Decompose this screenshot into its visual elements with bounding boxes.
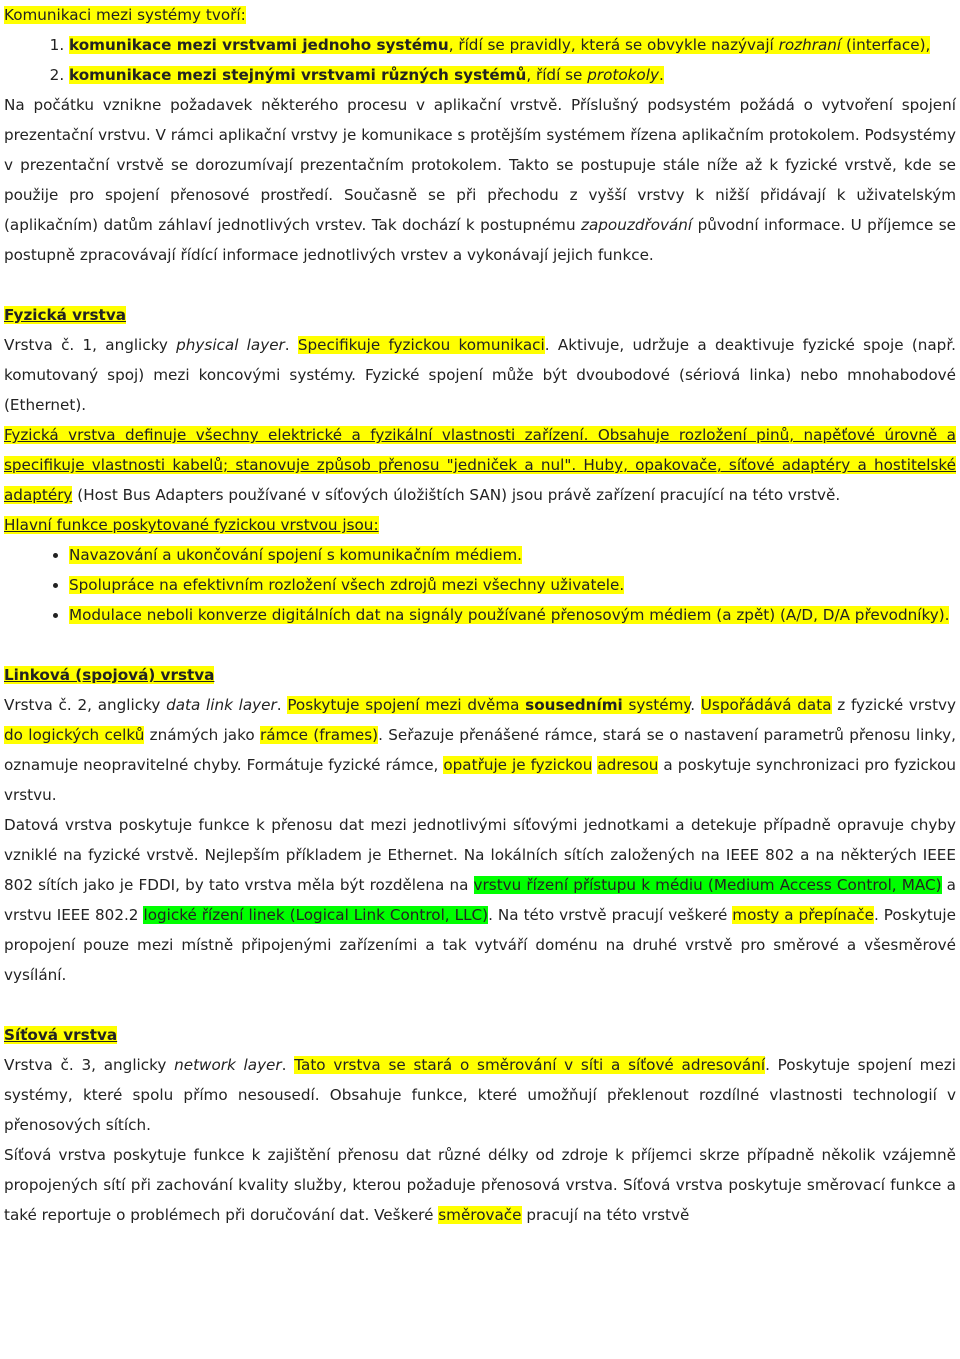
list-item: • Navazování a ukončování spojení s komunikačním médiem. [69,540,956,570]
section-title-physical: Fyzická vrstva [4,306,126,324]
network-paragraph-2: Síťová vrstva poskytuje funkce k zajištění přenosu dat různé délky od zdroje k příjemci skrze případně několik vzájemně propojených sítí při zachování kvality služby, kterou požaduje přenosová vrstva. Síťová vrstva poskytuje směrovací funkce a také reportuje o problémech při doručování dat. Veškeré směrovače pracují na této vrstvě [4,1146,956,1224]
list-item: 1. komunikace mezi vrstvami jednoho systému, řídí se pravidly, která se obvykle nazývají rozhraní (interface), [69,30,956,60]
list-item: • Spolupráce na efektivním rozložení všech zdrojů mezi všechny uživatele. [69,570,956,600]
intro-list [4,30,956,90]
link-paragraph-1: Vrstva č. 2, anglicky data link layer. Poskytuje spojení mezi dvěma sousedními systémy. Uspořádává data z fyzické vrstvy do logických celků známých jako rámce (frames). Seřazuje přenášené rámce, stará se o nastavení parametrů přenosu linky, oznamuje neopravitelné chyby. Formátuje fyzické rámce, opatřuje je fyzickou adresou a poskytuje synchronizaci pro fyzickou vrstvu. [4,696,957,804]
section-title-link: Linková (spojová) vrstva [4,666,215,684]
document-page [4,0,956,1230]
list-item: 2. komunikace mezi stejnými vrstvami různých systémů, řídí se protokoly. [69,60,956,90]
list-item: • Modulace neboli konverze digitálních dat na signály používané přenosovým médiem (a zpět) (A/D, D/A převodníky). [69,600,956,630]
physical-list-heading: Hlavní funkce poskytované fyzickou vrstvou jsou: [4,516,379,534]
physical-functions-list [4,540,956,630]
section-title-network: Síťová vrstva [4,1026,118,1044]
network-paragraph-1: Vrstva č. 3, anglicky network layer. Tato vrstva se stará o směrování v síti a síťové adresování. Poskytuje spojení mezi systémy, které spolu přímo nesousedí. Obsahuje funkce, které umožňují překlenout rozdílné vlastnosti technologií v přenosových sítích. [4,1056,956,1134]
link-paragraph-2: Datová vrstva poskytuje funkce k přenosu dat mezi jednotlivými síťovými jednotkami a detekuje případně opravuje chyby vzniklé na fyzické vrstvě. Nejlepším příkladem je Ethernet. Na lokálních sítích založených na IEEE 802 a na některých IEEE 802 sítích jako je FDDI, by tato vrstva měla být rozdělena na vrstvu řízení přístupu k médiu (Medium Access Control, MAC) a vrstvu IEEE 802.2 logické řízení linek (Logical Link Control, LLC). Na této vrstvě pracují veškeré mosty a přepínače. Poskytuje propojení pouze mezi místně připojenými zařízeními a tak vytváří doménu na druhé vrstvě pro směrové a všesměrové vysílání. [4,816,956,984]
physical-paragraph-2: Fyzická vrstva definuje všechny elektrické a fyzikální vlastnosti zařízení. Obsahuje rozložení pinů, napěťové úrovně a specifikuje vlastnosti kabelů; stanovuje způsob přenosu "jedniček a nul". Huby, opakovače, síťové adaptéry a hostitelské adaptéry (Host Bus Adapters používané v síťových úložištích SAN) jsou právě zařízení pracující na této vrstvě. [4,426,956,504]
intro-paragraph: Na počátku vznikne požadavek některého procesu v aplikační vrstvě. Příslušný podsystém požádá o vytvoření spojení prezentační vrstvu. V rámci aplikační vrstvy je komunikace s protějším systémem řízena aplikačním protokolem. Podsystémy v prezentační vrstvě se dorozumívají prezentačním protokolem. Takto se postupuje stále níže až k fyzické vrstvě, kde se použije pro spojení přenosové prostředí. Současně se při přechodu z vyšší vrstvy k nižší přidávají k uživatelským (aplikačním) datům záhlaví jednotlivých vrstev. Tak dochází k postupnému zapouzdřování původní informace. U příjemce se postupně zpracovávají řídící informace jednotlivých vrstev a vykonávají jejich funkce. [4,96,956,264]
intro-heading: Komunikaci mezi systémy tvoří: [4,6,246,24]
physical-paragraph-1: Vrstva č. 1, anglicky physical layer. Specifikuje fyzickou komunikaci. Aktivuje, udržuje a deaktivuje fyzické spoje (např. komutovaný spoj) mezi koncovými systémy. Fyzické spojení může být dvoubodové (sériová linka) nebo mnohabodové (Ethernet). [4,336,956,414]
